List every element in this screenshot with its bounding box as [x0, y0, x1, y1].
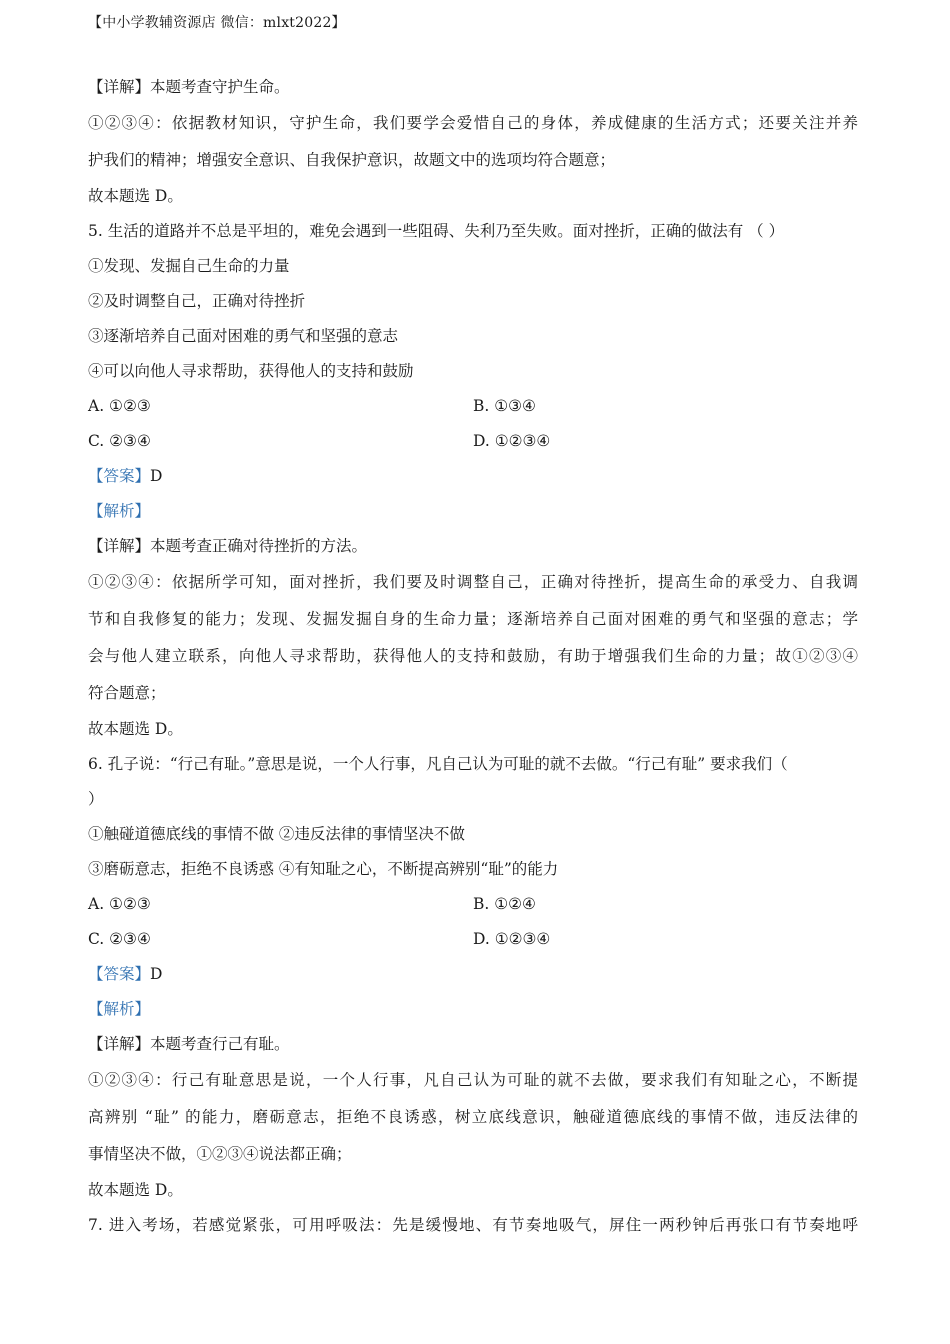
q5-explanation-line-3: 会与他人建立联系，向他人寻求帮助，获得他人的支持和鼓励，有助于增强我们生命的力量；故①②③④	[88, 647, 858, 665]
q5-explanation-line-1: ①②③④：依据所学可知，面对挫折，我们要及时调整自己，正确对待挫折，提高生命的承受力、自我调	[88, 573, 858, 591]
q5-answer-tag: 【答案】	[88, 467, 151, 485]
q5-item-1: ①发现、发掘自己生命的力量	[88, 257, 290, 275]
q6-stem-line-1: 6. 孔子说：“行己有耻。”意思是说，一个人行事，凡自己认为可耻的就不去做。“行己有耻” 要求我们（	[88, 755, 788, 773]
q4-conclusion: 故本题选 D。	[88, 187, 183, 205]
q5-analysis	[88, 494, 858, 529]
document-body	[88, 70, 858, 1243]
q5-option-a: A. ①②③	[88, 397, 151, 415]
q6-items-line-1: ①触碰道德底线的事情不做 ②违反法律的事情坚决不做	[88, 825, 465, 843]
q5-answer	[88, 459, 858, 494]
q5-answer-value: D	[150, 467, 163, 485]
q6-answer	[88, 957, 858, 992]
q5-explanation-line-2: 节和自我修复的能力；发现、发掘发掘自身的生命力量；逐渐培养自己面对困难的勇气和坚强的意志；学	[88, 610, 858, 628]
q5-conclusion: 故本题选 D。	[88, 720, 183, 738]
page-header: 【中小学教辅资源店 微信：mlxt2022】	[88, 15, 346, 31]
q5-option-d: D. ①②③④	[473, 432, 551, 450]
q4-detail: 【详解】本题考查守护生命。	[88, 78, 290, 96]
q6-options-row-1	[88, 887, 858, 922]
q6-detail: 【详解】本题考查行己有耻。	[88, 1035, 290, 1053]
q5-options-row-1	[88, 389, 858, 424]
q5-analysis-tag: 【解析】	[88, 502, 151, 520]
q5-stem: 5. 生活的道路并不总是平坦的，难免会遇到一些阻碍、失利乃至失败。面对挫折，正确的做法有 （ ）	[88, 222, 785, 240]
q5-options-row-2	[88, 424, 858, 459]
q6-explanation-line-1: ①②③④：行己有耻意思是说，一个人行事，凡自己认为可耻的就不去做，要求我们有知耻之心，不断提	[88, 1071, 858, 1089]
q6-conclusion: 故本题选 D。	[88, 1181, 183, 1199]
q6-option-c: C. ②③④	[88, 930, 151, 948]
q5-explanation-line-4: 符合题意；	[88, 684, 166, 702]
q6-option-a: A. ①②③	[88, 895, 151, 913]
q6-analysis-tag: 【解析】	[88, 1000, 151, 1018]
q5-option-c: C. ②③④	[88, 432, 151, 450]
q4-explanation-line-1: ①②③④：依据教材知识，守护生命，我们要学会爱惜自己的身体，养成健康的生活方式；还要关注并养	[88, 114, 858, 132]
q5-option-b: B. ①③④	[473, 397, 536, 415]
q6-explanation-line-3: 事情坚决不做，①②③④说法都正确；	[88, 1145, 352, 1163]
q6-items-line-2: ③磨砺意志，拒绝不良诱惑 ④有知耻之心，不断提高辨别“耻”的能力	[88, 860, 559, 878]
q6-answer-value: D	[150, 965, 163, 983]
q6-option-b: B. ①②④	[473, 895, 536, 913]
q6-stem-line-2: ）	[88, 790, 104, 808]
q5-item-3: ③逐渐培养自己面对困难的勇气和坚强的意志	[88, 327, 399, 345]
q6-options-row-2	[88, 922, 858, 957]
q6-analysis	[88, 992, 858, 1027]
q5-item-2: ②及时调整自己，正确对待挫折	[88, 292, 306, 310]
q5-detail: 【详解】本题考查正确对待挫折的方法。	[88, 537, 368, 555]
q6-answer-tag: 【答案】	[88, 965, 151, 983]
q6-option-d: D. ①②③④	[473, 930, 551, 948]
q6-explanation-line-2: 高辨别 “耻” 的能力，磨砺意志，拒绝不良诱惑，树立底线意识，触碰道德底线的事情不做，违反法律的	[88, 1108, 858, 1126]
q5-item-4: ④可以向他人寻求帮助，获得他人的支持和鼓励	[88, 362, 414, 380]
q7-stem-line-1: 7. 进入考场，若感觉紧张，可用呼吸法：先是缓慢地、有节奏地吸气，屏住一两秒钟后再张口有节奏地呼	[88, 1216, 858, 1234]
q4-explanation-line-2: 护我们的精神；增强安全意识、自我保护意识，故题文中的选项均符合题意；	[88, 151, 616, 169]
